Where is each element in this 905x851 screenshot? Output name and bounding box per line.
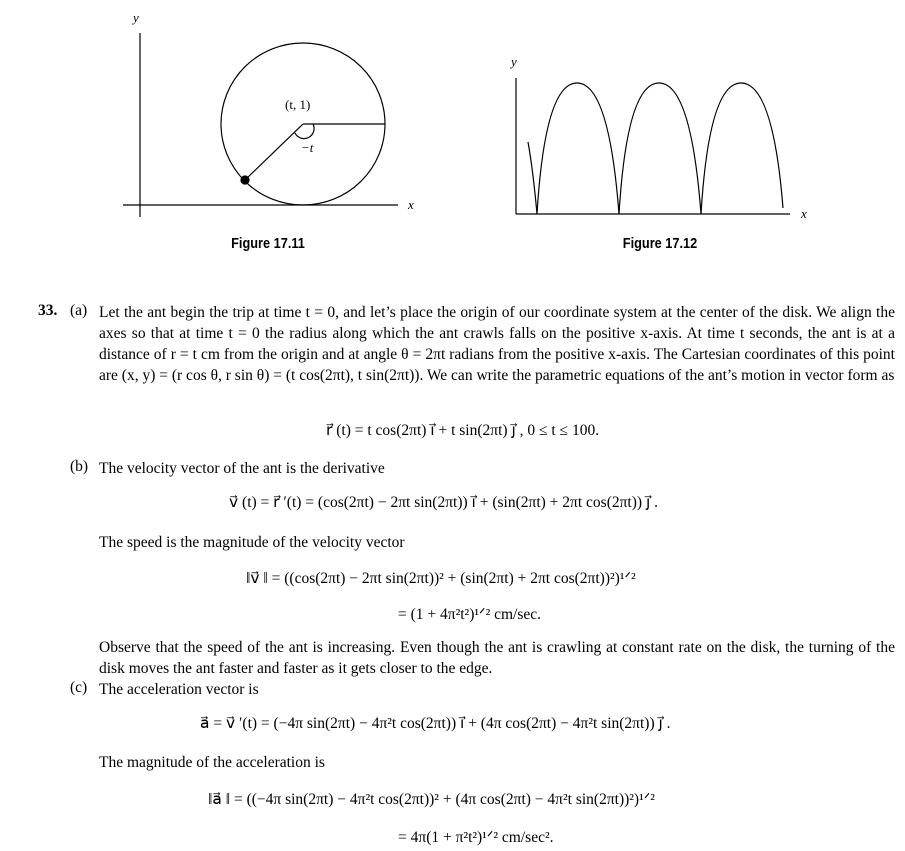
angle-arc: [295, 124, 314, 139]
figure-17-12-drawing: [516, 78, 790, 214]
part-c-label: (c): [70, 679, 88, 696]
fig2-y-label: y: [511, 54, 517, 69]
part-b-label: (b): [70, 458, 89, 475]
figure-caption: Figure 17.11: [231, 235, 305, 252]
part-a-text: Let the ant begin the trip at time t = 0, and let’s place the origin of our coordinate system at the center of the disk. We align the axes so that at time t = 0 the radius along which the ant crawls falls on the positive x-axis. At time t seconds, the ant is at a distance of r = t cm from the origin and at angle θ = 2πt radians from the positive x-axis. The Cartesian coordinates of this point are (x, y) = (r cos θ, r sin θ) = (t cos(2πt), t sin(2πt)). We can write the parametric equations of the ant’s motion in vector form as: [99, 304, 895, 384]
position-equation: r⃗ (t) = t cos(2πt) i⃗ + t sin(2πt) j⃗ , 0 ≤ t ≤ 100.: [326, 422, 600, 439]
acceleration-equation: a⃗ = v⃗ ′(t) = (−4π sin(2πt) − 4π²t cos(2πt)) i⃗ + (4π cos(2πt) − 4π²t sin(2πt)) j⃗ .: [200, 715, 671, 732]
center-label: (t, 1): [285, 97, 311, 112]
speed-observation: Observe that the speed of the ant is increasing. Even though the ant is crawling at constant rate on the disk, the turning of the disk moves the ant faster and faster as it gets closer to the edge.: [99, 639, 895, 677]
figure-caption: Figure 17.12: [622, 235, 698, 252]
speed-equation-line2: = (1 + 4π²t²)¹ᐟ² cm/sec.: [398, 606, 541, 623]
angle-label: −t: [301, 140, 314, 155]
fig2-x-label: x: [801, 206, 807, 221]
speed-equation-line1: ‖v⃗ ‖ = ((cos(2πt) − 2πt sin(2πt))² + (sin(2πt) + 2πt cos(2πt))²)¹ᐟ²: [246, 570, 636, 587]
cycloid-curve: [528, 83, 783, 214]
acceleration-magnitude-intro: The magnitude of the acceleration is: [99, 754, 325, 771]
speed-intro: The speed is the magnitude of the velocity vector: [99, 534, 405, 551]
ant-dot: [241, 176, 249, 184]
figure-17-11-drawing: [123, 33, 398, 217]
part-b-text: The velocity vector of the ant is the derivative: [99, 460, 385, 477]
figures-svg: [0, 0, 905, 230]
acceleration-magnitude-line2: = 4π(1 + π²t²)¹ᐟ² cm/sec².: [398, 829, 554, 846]
part-c-text: The acceleration vector is: [99, 681, 259, 698]
part-a-label: (a): [70, 302, 88, 319]
ant-radius-line: [245, 124, 303, 180]
problem-number: 33.: [38, 302, 58, 319]
fig1-x-label: x: [408, 197, 414, 212]
fig1-y-label: y: [133, 10, 139, 25]
velocity-equation: v⃗ (t) = r⃗ ′(t) = (cos(2πt) − 2πt sin(2πt)) i⃗ + (sin(2πt) + 2πt cos(2πt)) j⃗ .: [229, 494, 658, 511]
acceleration-magnitude-line1: ‖a⃗ ‖ = ((−4π sin(2πt) − 4π²t cos(2πt))² + (4π cos(2πt) − 4π²t sin(2πt))²)¹ᐟ²: [208, 791, 655, 808]
